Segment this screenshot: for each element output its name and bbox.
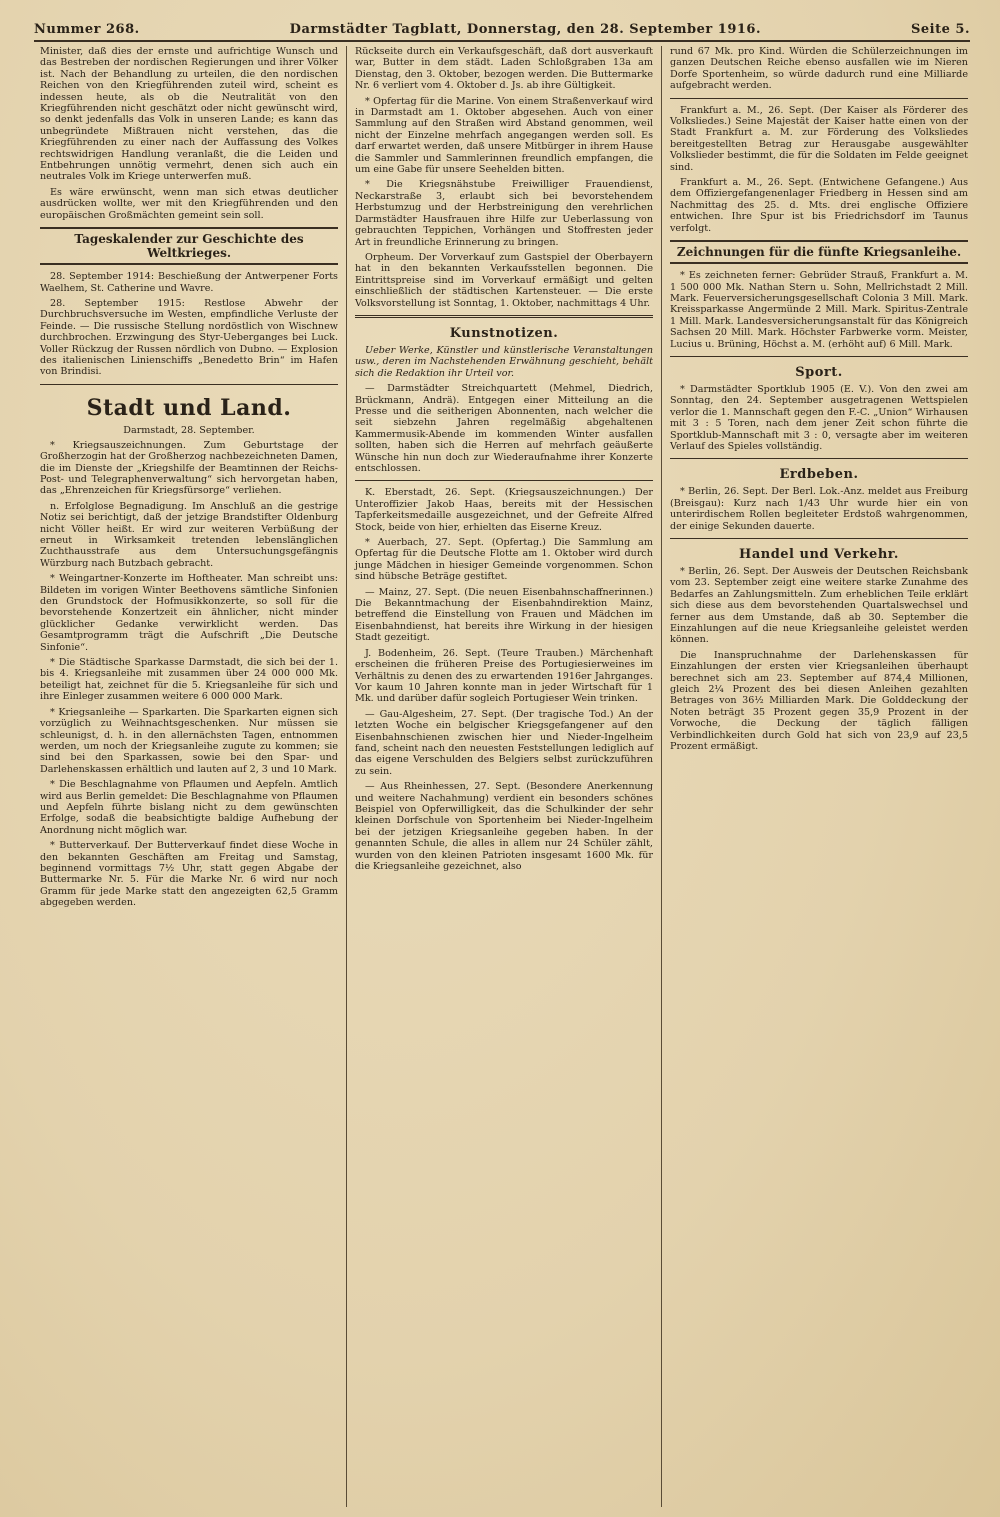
divider	[355, 315, 653, 318]
column-3	[662, 46, 976, 1507]
section-heading-stadt-und-land: Stadt und Land.	[86, 394, 292, 421]
news-item: * Berlin, 26. Sept. Der Berl. Lok.-Anz. meldet aus Freiburg (Breisgau): Kurz nach 1/43 Uhr wurde hier ein von unterirdischem Rollen begleiteter Erdstoß wahrgenommen, der einige Sekunden dauerte.	[670, 486, 968, 532]
news-item: * Die Städtische Sparkasse Darmstadt, die sich bei der 1. bis 4. Kriegsanleihe mit zusammen über 24 000 000 Mk. beteiligt hat, zeichnet für die 5. Kriegsanleihe für sich und ihre Einleger zusammen weitere 6 000 000 Mark.	[40, 657, 338, 703]
section-heading-sport: Sport.	[795, 364, 843, 380]
news-item: * Darmstädter Sportklub 1905 (E. V.). Von den zwei am Sonntag, den 24. September ausgetragenen Wettspielen verlor die 1. Mannschaft gegen den F.-C. „Union“ Wirhausen mit 3 : 5 Toren, nach dem jener Zeit schon führte die Sportklub-Mannschaft mit 3 : 0, versagte aber im weiteren Verlauf des Spieles vollständig.	[670, 383, 968, 452]
page-number: Seite 5.	[911, 21, 970, 37]
news-item: * Kriegsauszeichnungen. Zum Geburtstage der Großherzogin hat der Großherzog nachbezeichneten Damen, die im Dienste der „Kriegshilfe der Beamtinnen der Reichs-Post- und Telegraphenverwaltung“ sich hervorgetan haben, das „Ehrenzeichen für Kriegsfürsorge“ verliehen.	[40, 439, 338, 497]
calendar-entry-1914: 28. September 1914: Beschießung der Antwerpener Forts Waelhem, St. Catherine und Wavre.	[40, 271, 338, 294]
news-item: * Butterverkauf. Der Butterverkauf findet diese Woche in den bekannten Geschäften am Freitag und Samstag, beginnend vormittags 7½ Uhr, statt gegen Abgabe der Buttermarke Nr. 5. Für die Marke Nr. 6 wird nur noch Gramm für jede Marke statt den angezeigten 62,5 Gramm abgegeben werden.	[40, 840, 338, 909]
news-item: * Weingartner-Konzerte im Hoftheater. Man schreibt uns: Bildeten im vorigen Winter Beethovens sämtliche Sinfonien den Grundstock der Hofmusikkonzerte, so soll für die bevorstehende Konzertzeit ein ähnlicher, nicht minder glücklicher Gedanke verwirklicht werden. Das Gesamtprogramm trägt die Aufschrift „Die Deutsche Sinfonie“.	[40, 573, 338, 653]
calendar-heading: Tageskalender zur Geschichte des Weltkrieges.	[40, 227, 338, 265]
divider	[355, 480, 653, 481]
news-item: — Gau-Algesheim, 27. Sept. (Der tragische Tod.) An der letzten Woche ein belgischer Kriegsgefangener auf den Eisenbahnschienen zwischen hier und Nieder-Ingelheim fand, scheint nach den neuesten Feststellungen lediglich auf das eigene Verschulden des Belgiers selbst zurückzuführen zu sein.	[355, 708, 653, 777]
news-item: * Kriegsanleihe — Sparkarten. Die Sparkarten eignen sich vorzüglich zu Weihnachtsgeschenken. Nur müssen sie schleunigst, d. h. in den allernächsten Tagen, entnommen werden, um noch der Kriegsanleihe zugute zu kommen; sie sind bei den Sparkassen, sowie bei den Spar- und Darlehenskassen erhältlich und lauten auf 2, 3 und 10 Mark.	[40, 706, 338, 775]
calendar-entry-1915: 28. September 1915: Restlose Abwehr der Durchbruchsversuche im Westen, empfindliche Verluste der Feinde. — Die russische Stellung nordöstlich von Wischnew durchbrochen. Erzwingung des Styr-Ueberganges bei Luck. Voller Rückzug der Russen nördlich von Dubno. — Explosion des italienischen Linienschiffs „Benedetto Brin“ im Hafen von Brindisi.	[40, 297, 338, 378]
news-item: * Die Beschlagnahme von Pflaumen und Aepfeln. Amtlich wird aus Berlin gemeldet: Die Beschlagnahme von Pflaumen und Aepfeln führte bislang nicht zu dem gewünschten Erfolge, sodaß die beabsichtigte baldige Aufhebung der Anordnung nicht möglich war.	[40, 779, 338, 836]
news-item: * Auerbach, 27. Sept. (Opfertag.) Die Sammlung am Opfertag für die Deutsche Flotte am 1. Oktober wird durch junge Mädchen in hiesiger Gemeinde vorgenommen. Schon sind hübsche Beträge gestiftet.	[355, 537, 653, 583]
news-item: Orpheum. Der Vorverkauf zum Gastspiel der Oberbayern hat in den bekannten Verkaufsstellen begonnen. Die Eintrittspreise sind im Vorverkauf ermäßigt und gelten einschließlich der städtischen Kartensteuer. — Die erste Volksvorstellung ist Sonntag, 1. Oktober, nachmittags 4 Uhr.	[355, 251, 653, 309]
divider	[670, 356, 968, 357]
masthead	[34, 18, 970, 42]
news-item: — Aus Rheinhessen, 27. Sept. (Besondere Anerkennung und weitere Nachahmung) verdient ein besonders schönes Beispiel von Opferwilligkeit, das die Schulkinder der sehr kleinen Dorfschule von Sportenheim bei Nieder-Ingelheim bei der jetzigen Kriegsanleihe gegeben haben. In der genannten Schule, die alles in allem nur 24 Schüler zählt, wurden von den kleinen Patrioten insgesamt 1600 Mk. für die Kriegsanleihe gezeichnet, also	[355, 781, 653, 872]
divider	[40, 384, 338, 385]
news-item: * Berlin, 26. Sept. Der Ausweis der Deutschen Reichsbank vom 23. September zeigt eine weitere starke Zunahme des Bedarfes an Zahlungsmitteln. Zum erheblichen Teile erklärt sich diese aus dem bevorstehenden Quartalswechsel und ferner aus dem Umstande, daß ab 30. September die Einzahlungen auf die neue Kriegsanleihe geleistet werden können.	[670, 566, 968, 646]
divider	[670, 98, 968, 99]
section-heading-erdbeben: Erdbeben.	[779, 467, 859, 483]
news-item: Die Inanspruchnahme der Darlehenskassen für Einzahlungen der ersten vier Kriegsanleihen überhaupt berechnet sich am 23. September auf 874,4 Millionen, gleich 2¼ Prozent des bei diesen Anleihen gezahlten Betrages von 36½ Milliarden Mark. Die Golddeckung der Noten beträgt 35 Prozent gegen 35,9 Prozent in der Vorwoche, die Deckung der täglich fälligen Verbindlichkeiten durch Gold hat sich von 23,9 auf 23,5 Prozent ermäßigt.	[670, 649, 968, 753]
news-item: — Mainz, 27. Sept. (Die neuen Eisenbahnschaffnerinnen.) Die Bekanntmachung der Eisenbahndirektion Mainz, betreffend die Einstellung von Frauen und Mädchen im Eisenbahndienst, hat bereits ihre Wirkung in der hiesigen Stadt gezeitigt.	[355, 586, 653, 644]
column-2	[347, 46, 662, 1507]
news-item: * Opfertag für die Marine. Von einem Straßenverkauf wird in Darmstadt am 1. Oktober abgesehen. Auch von einer Sammlung auf den Straßen wird Abstand genommen, weil nicht der Einzelne mehrfach angegangen werden soll. Es darf erwartet werden, daß unsere Mitbürger in ihrem Hause die Sammler und Sammlerinnen freundlich empfangen, die um eine Gabe für unsere Seehelden bitten.	[355, 95, 653, 176]
news-item: * Die Kriegsnähstube Freiwilliger Frauendienst, Neckarstraße 3, erlaubt sich bei bevorstehendem Herbstumzug und der Herbstreinigung den verehrlichen Darmstädter Hausfrauen ihre Hilfe zur Ueberlassung von gebrauchten Teppichen, Vorhängen und Stoffresten jeder Art in freundliche Erinnerung zu bringen.	[355, 179, 653, 248]
editorial-note: Ueber Werke, Künstler und künstlerische Veranstaltungen usw., deren im Nachstehenden Erwähnung geschieht, behält sich die Redaktion ihr Urteil vor.	[355, 344, 653, 379]
article-continuation: Minister, daß dies der ernste und aufrichtige Wunsch und das Bestreben der nordischen Regierungen und ihrer Völker ist. Nach der Behandlung zu urteilen, die den nordischen Reichen von den Kriegführenden zuteil wird, scheint es indessen heute, als ob die Neutralität von den Kriegführenden nicht geschätzt oder nicht gewünscht wird, so denkt jedenfalls das Volk in unseren Lande; es kann das unbegründete Mißtrauen nicht verstehen, das die Kriegführenden zu einer nach der Auffassung des Volkes rechtswidrigen Handlung veranlaßt, die die Leiden und Entbehrungen unnötig vermehrt, denen sich auch ein neutrales Volk im Kriege unterwerfen muß.	[40, 46, 338, 183]
section-heading-zeichnungen: Zeichnungen für die fünfte Kriegsanleihe.	[670, 240, 968, 264]
news-item: — Darmstädter Streichquartett (Mehmel, Diedrich, Brückmann, Andrä). Entgegen einer Mitteilung an die Presse und die seitherigen Abonnenten, nach welcher die seit siebzehn Jahren regelmäßig abgehaltenen Kammermusik-Abende im kommenden Winter ausfallen sollten, haben sich die Herren auf mehrfach geäußerte Wünsche hin nun doch zur Wiederaufnahme ihrer Konzerte entschlossen.	[355, 383, 653, 474]
column-1	[32, 46, 347, 1507]
section-heading-kunstnotizen: Kunstnotizen.	[449, 325, 559, 341]
dateline: Darmstadt, 28. September.	[123, 424, 255, 436]
news-item: J. Bodenheim, 26. Sept. (Teure Trauben.) Märchenhaft erscheinen die früheren Preise des Portugiesierweines im Verhältnis zu denen des zu erwartenden 1916er Jahrganges. Vor kaum 10 Jahren konnte man in jeder Wirtschaft für 1 Mk. und darüber dafür sogleich Portugieser Wein trinken.	[355, 647, 653, 705]
news-item: K. Eberstadt, 26. Sept. (Kriegsauszeichnungen.) Der Unteroffizier Jakob Haas, bereits mit der Hessischen Tapferkeitsmedaille ausgezeichnet, und der Gefreite Alfred Stock, beide von hier, erhielten das Eiserne Kreuz.	[355, 487, 653, 533]
news-item: * Es zeichneten ferner: Gebrüder Strauß, Frankfurt a. M. 1 500 000 Mk. Nathan Stern u. Sohn, Mellrichstadt 2 Mill. Mark. Feuerversicherungsgesellschaft Colonia 3 Mill. Mark. Kreissparkasse Angermünde 2 Mill. Mark. Spiritus-Zentrale 1 Mill. Mark. Landesversicherungsanstalt für das Königreich Sachsen 20 Mill. Mark. Höchster Farbwerke vorm. Meister, Lucius u. Brüning, Höchst a. M. (erhöht auf) 6 Mill. Mark.	[670, 270, 968, 350]
issue-number: Nummer 268.	[34, 21, 140, 37]
article-continuation: rund 67 Mk. pro Kind. Würden die Schülerzeichnungen im ganzen Deutschen Reiche ebenso ausfallen wie im Nieren Dorfe Sportenheim, so würde dadurch rund eine Milliarde aufgebracht werden.	[670, 46, 968, 92]
divider	[670, 458, 968, 459]
article-continuation: Rückseite durch ein Verkaufsgeschäft, daß dort ausverkauft war, Butter in dem städt. Laden Schloßgraben 13a am Dienstag, den 3. Oktober, bezogen werden. Die Buttermarke Nr. 6 verliert vom 4. Oktober d. Js. ab ihre Gültigkeit.	[355, 46, 653, 92]
divider	[670, 538, 968, 539]
newspaper-title-date: Darmstädter Tagblatt, Donnerstag, den 28. September 1916.	[289, 21, 761, 37]
article-paragraph: Es wäre erwünscht, wenn man sich etwas deutlicher ausdrücken wollte, wer mit den Kriegführenden und den europäischen Großmächten gemeint sein soll.	[40, 186, 338, 221]
section-heading-handel-und-verkehr: Handel und Verkehr.	[739, 547, 899, 562]
columns	[32, 46, 976, 1507]
news-item: n. Erfolglose Begnadigung. Im Anschluß an die gestrige Notiz sei berichtigt, daß der jetzige Brandstifter Oldenburg nicht Völler heißt. Er wird zur weiteren Verbüßung der erneut in Wirksamkeit tretenden lebenslänglichen Zuchthausstrafe aus dem Untersuchungsgefängnis Würzburg nach Butzbach gebracht.	[40, 500, 338, 569]
news-item: Frankfurt a. M., 26. Sept. (Entwichene Gefangene.) Aus dem Offiziergefangenenlager Friedberg in Hessen sind am Nachmittag des 25. d. Mts. drei englische Offiziere entwichen. Ihre Spur ist bis Friedrichsdorf im Taunus verfolgt.	[670, 177, 968, 234]
news-item: Frankfurt a. M., 26. Sept. (Der Kaiser als Förderer des Volksliedes.) Seine Majestät der Kaiser hatte einen von der Stadt Frankfurt a. M. zur Förderung des Volksliedes bereitgestellten Betrag zur Herausgabe ausgewählter Volkslieder bestimmt, die für die Soldaten im Felde geeignet sind.	[670, 104, 968, 173]
